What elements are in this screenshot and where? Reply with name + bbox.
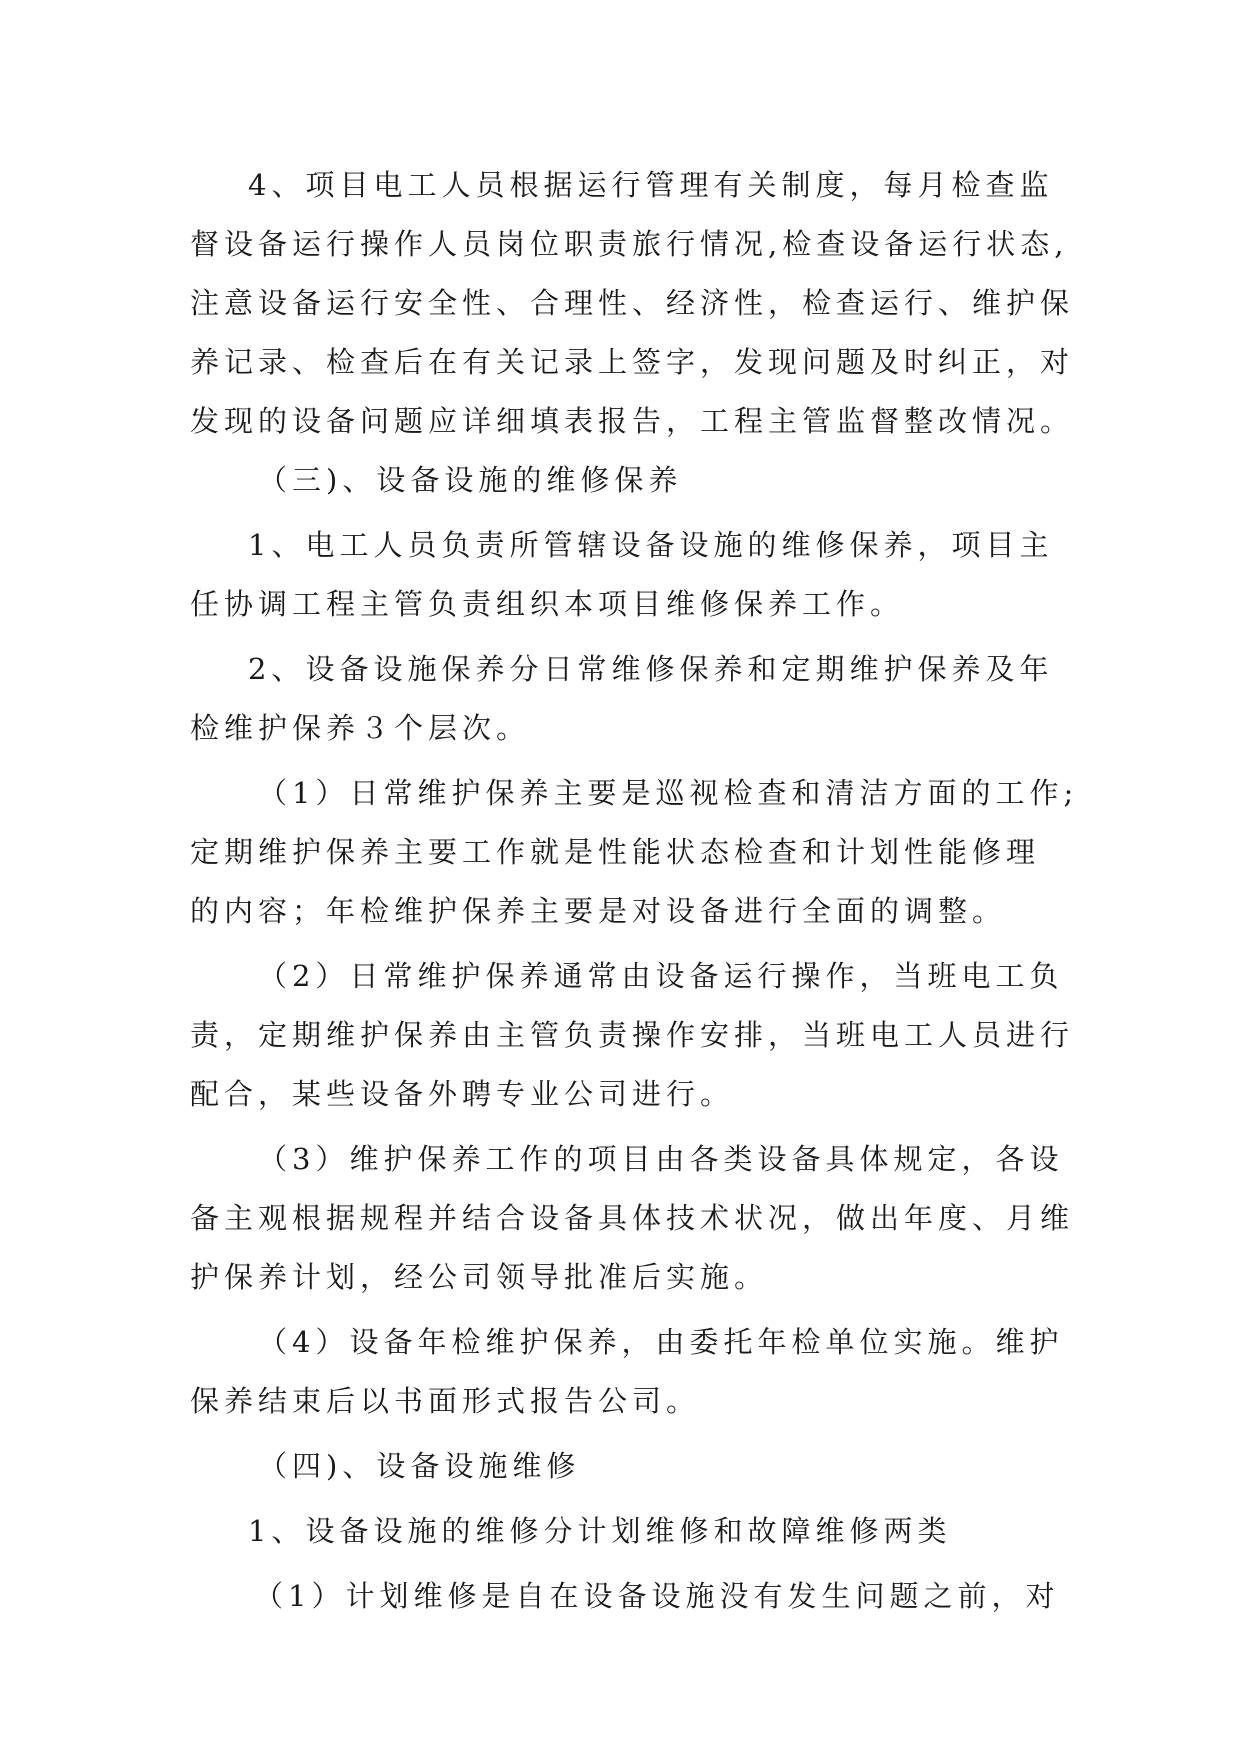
paragraph-line: 任协调工程主管负责组织本项目维修保养工作。 [190,587,905,621]
paragraph-line: 护保养计划，经公司领导批准后实施。 [190,1260,769,1294]
paragraph-line: 的内容；年检维护保养主要是对设备进行全面的调整。 [190,894,1007,928]
section-heading: （四)、设备设施维修 [258,1449,581,1483]
paragraph-line: （2）日常维护保养通常由设备运行操作，当班电工负 [258,959,1064,993]
paragraph-line: 备主观根据规程并结合设备具体技术状况，做出年度、月维 [190,1201,1075,1235]
paragraph-line: 1、设备设施的维修分计划维修和故障维修两类 [248,1514,952,1548]
paragraph-line: 2、设备设施保养分日常维修保养和定期维护保养及年 [248,652,1054,686]
paragraph-line: 发现的设备问题应详细填表报告，工程主管监督整改情况。 [190,404,1075,438]
paragraph-line: 注意设备运行安全性、合理性、经济性，检查运行、维护保 [190,286,1075,320]
paragraph-line: （3）维护保养工作的项目由各类设备具体规定，各设 [258,1142,1064,1176]
paragraph-line: 督设备运行操作人员岗位职责旅行情况,检查设备运行状态, [190,227,1069,261]
paragraph-line: 养记录、检查后在有关记录上签字，发现问题及时纠正，对 [190,345,1075,379]
paragraph-line: 责，定期维护保养由主管负责操作安排，当班电工人员进行 [190,1018,1075,1052]
paragraph-line: 定期维护保养主要工作就是性能状态检查和计划性能修理 [190,835,1041,869]
paragraph-line: 4、项目电工人员根据运行管理有关制度，每月检查监 [248,168,1054,202]
paragraph-line: （1）日常维护保养主要是巡视检查和清洁方面的工作; [258,776,1079,810]
document-body [190,156,1080,1626]
paragraph-line: 检维护保养３个层次。 [190,711,531,745]
section-heading: （三)、设备设施的维修保养 [258,463,683,497]
paragraph-line: 1、电工人员负责所管辖设备设施的维修保养，项目主 [248,528,1054,562]
paragraph-line: （1）计划维修是自在设备设施没有发生问题之前，对 [254,1579,1060,1613]
paragraph-line: 配合，某些设备外聘专业公司进行。 [190,1077,735,1111]
paragraph-line: （4）设备年检维护保养，由委托年检单位实施。维护 [258,1325,1064,1359]
paragraph-line: 保养结束后以书面形式报告公司。 [190,1384,701,1418]
